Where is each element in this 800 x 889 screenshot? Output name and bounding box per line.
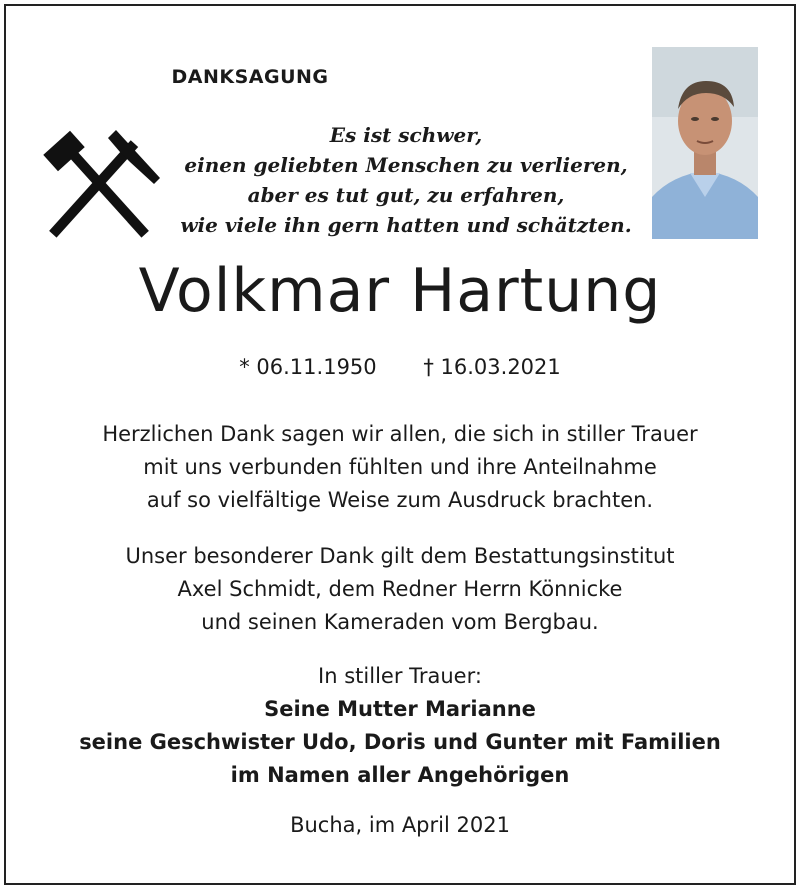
quote-line: Es ist schwer, [329, 123, 483, 147]
quote-line: wie viele ihn gern hatten und schätzten. [180, 213, 632, 237]
mourning-intro: In stiller Trauer: [318, 664, 482, 688]
deceased-name: Volkmar Hartung [138, 256, 662, 326]
text-line: auf so vielfältige Weise zum Ausdruck brachten. [146, 488, 654, 512]
death-date: † 16.03.2021 [423, 355, 561, 379]
text-line: Axel Schmidt, dem Redner Herrn Könnicke [177, 577, 623, 601]
mourner-line: Seine Mutter Marianne [264, 697, 536, 721]
text-line: und seinen Kameraden vom Bergbau. [201, 610, 599, 634]
text-line: Unser besonderer Dank gilt dem Bestattungsinstitut [125, 544, 675, 568]
mourner-line: im Namen aller Angehörigen [230, 763, 570, 787]
hammer-and-pick-icon [42, 128, 162, 238]
thanks-paragraph [6, 418, 794, 517]
mourners-block [6, 660, 794, 792]
obituary-card [4, 4, 796, 885]
life-dates [6, 355, 794, 379]
mourner-line: seine Geschwister Udo, Doris und Gunter mit Familien [79, 730, 721, 754]
place-and-date: Bucha, im April 2021 [290, 813, 510, 837]
birth-date: * 06.11.1950 [239, 355, 377, 379]
portrait-photo [652, 47, 758, 239]
text-line: Herzlichen Dank sagen wir allen, die sich in stiller Trauer [102, 422, 698, 446]
quote [171, 120, 641, 240]
text-line: mit uns verbunden fühlten und ihre Anteilnahme [143, 455, 657, 479]
quote-line: aber es tut gut, zu erfahren, [247, 183, 565, 207]
special-thanks-paragraph [6, 540, 794, 639]
heading: DANKSAGUNG [171, 66, 329, 88]
quote-line: einen geliebten Menschen zu verlieren, [184, 153, 628, 177]
